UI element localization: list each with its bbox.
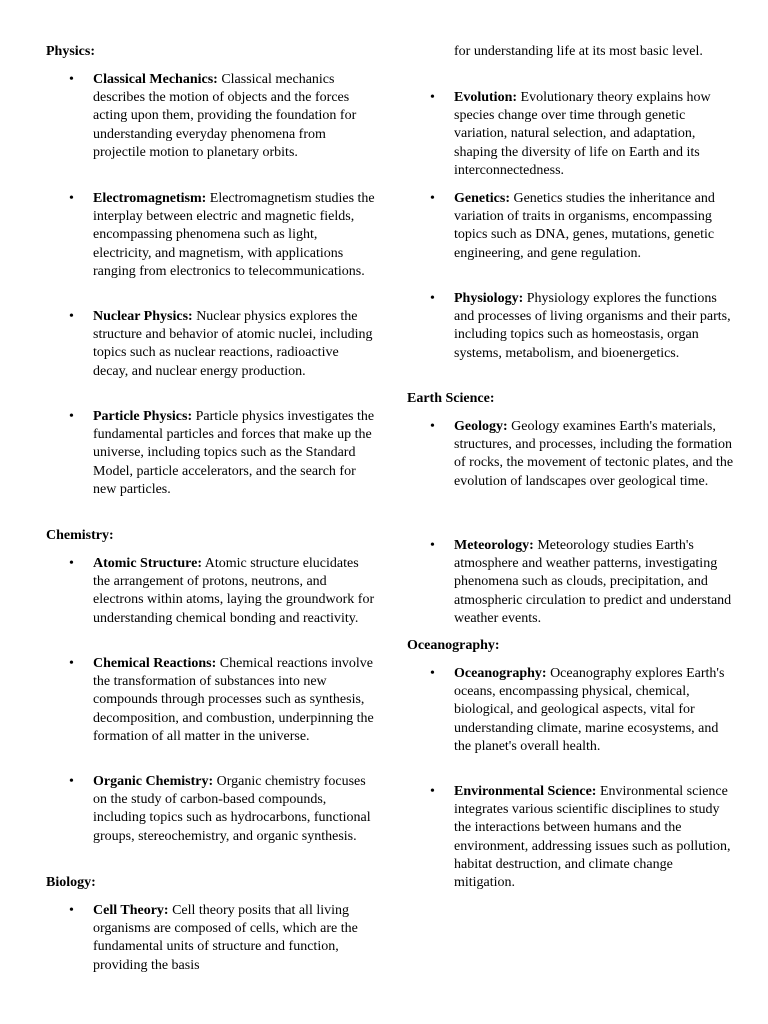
list-item-physiology bbox=[430, 290, 737, 363]
physics-heading: Physics: bbox=[46, 44, 95, 59]
item-text: Cell theory posits that all living organisms are composed of cells, which are the fundamental units of structure and function, providing the basis bbox=[93, 903, 358, 973]
term: Organic Chemistry: bbox=[93, 774, 214, 789]
chemistry-heading: Chemistry: bbox=[46, 528, 114, 543]
list-item-cell-theory bbox=[69, 902, 376, 975]
bullet-icon: • bbox=[69, 774, 74, 789]
bullet-icon: • bbox=[430, 90, 435, 105]
list-item-chemical-reactions bbox=[69, 655, 376, 746]
bullet-icon: • bbox=[69, 656, 74, 671]
list-item-particle-physics bbox=[69, 408, 376, 499]
bullet-icon: • bbox=[69, 72, 74, 87]
term: Chemical Reactions: bbox=[93, 656, 217, 671]
bullet-icon: • bbox=[430, 784, 435, 799]
term: Cell Theory: bbox=[93, 903, 169, 918]
item-text: Electromagnetism studies the interplay between electric and magnetic fields, encompassing phenomena such as light, electricity, and magnetism, with applications ranging from electronics to telecommunications. bbox=[93, 191, 375, 279]
oceanography-heading: Oceanography: bbox=[407, 638, 500, 653]
bullet-icon: • bbox=[430, 666, 435, 681]
item-text: Oceanography explores Earth's oceans, encompassing physical, chemical, biological, and geological aspects, vital for understanding climate, marine ecosystems, and the planet's overall health. bbox=[454, 666, 725, 754]
list-item-atomic-structure bbox=[69, 555, 376, 628]
item-text: Classical mechanics describes the motion of objects and the forces acting upon them, providing the foundation for understanding everyday phenomena from projectile motion to planetary orbits. bbox=[93, 72, 357, 160]
item-text: Evolutionary theory explains how species change over time through genetic variation, natural selection, and adaptation, shaping the diversity of life on Earth and its interconnectedness. bbox=[454, 90, 711, 178]
bullet-icon: • bbox=[430, 538, 435, 553]
term: Electromagnetism: bbox=[93, 191, 207, 206]
item-text: Particle physics investigates the fundamental particles and forces that make up the universe, including topics such as the Standard Model, particle accelerators, and the search for new particles. bbox=[93, 409, 375, 497]
item-text: Genetics studies the inheritance and variation of traits in organisms, encompassing topics such as DNA, genes, mutations, genetic engineering, and gene regulation. bbox=[454, 191, 715, 261]
list-item-evolution bbox=[430, 89, 737, 180]
term: Environmental Science: bbox=[454, 784, 597, 799]
biology-heading: Biology: bbox=[46, 875, 96, 890]
bullet-icon: • bbox=[69, 309, 74, 324]
list-item-nuclear-physics bbox=[69, 308, 376, 381]
item-text: Geology examines Earth's materials, structures, and processes, including the formation of rocks, the movement of tectonic plates, and the evolution of landscapes over geological time. bbox=[454, 419, 734, 489]
list-item-genetics bbox=[430, 190, 737, 263]
term: Meteorology: bbox=[454, 538, 534, 553]
term: Nuclear Physics: bbox=[93, 309, 193, 324]
list-item-organic-chemistry bbox=[69, 773, 376, 846]
list-item-oceanography bbox=[430, 665, 737, 756]
item-text: Atomic structure elucidates the arrangement of protons, neutrons, and electrons within atoms, laying the groundwork for understanding chemical bonding and reactivity. bbox=[93, 556, 375, 626]
term: Evolution: bbox=[454, 90, 518, 105]
item-text: Chemical reactions involve the transformation of substances into new compounds through processes such as synthesis, decomposition, and combustion, underpinning the formation of all matter in the universe. bbox=[93, 656, 374, 744]
list-item-electromagnetism bbox=[69, 190, 376, 281]
list-item-environmental-science bbox=[430, 783, 737, 892]
bullet-icon: • bbox=[69, 556, 74, 571]
term: Atomic Structure: bbox=[93, 556, 202, 571]
term: Physiology: bbox=[454, 291, 524, 306]
bullet-icon: • bbox=[430, 191, 435, 206]
bullet-icon: • bbox=[430, 291, 435, 306]
bullet-icon: • bbox=[69, 191, 74, 206]
term: Classical Mechanics: bbox=[93, 72, 218, 87]
item-text: Nuclear physics explores the structure and behavior of atomic nuclei, including topics such as nuclear reactions, radioactive decay, and nuclear energy production. bbox=[93, 309, 373, 379]
term: Genetics: bbox=[454, 191, 510, 206]
term: Oceanography: bbox=[454, 666, 547, 681]
term: Particle Physics: bbox=[93, 409, 193, 424]
item-text: Meteorology studies Earth's atmosphere and weather patterns, investigating phenomena such as clouds, precipitation, and atmospheric circulation to predict and understand weather events. bbox=[454, 538, 732, 626]
item-text: Environmental science integrates various scientific disciplines to study the interactions between humans and the environment, addressing issues such as pollution, habitat destruction, and climate change mitigation. bbox=[454, 784, 731, 891]
term: Geology: bbox=[454, 419, 508, 434]
list-item-meteorology bbox=[430, 537, 737, 628]
list-item-classical-mechanics bbox=[69, 71, 376, 162]
bullet-icon: • bbox=[69, 903, 74, 918]
bullet-icon: • bbox=[430, 419, 435, 434]
item-text: Physiology explores the functions and processes of living organisms and their parts, including topics such as homeostasis, organ systems, metabolism, and bioenergetics. bbox=[454, 291, 731, 361]
continued-text: for understanding life at its most basic level. bbox=[454, 44, 703, 59]
bullet-icon: • bbox=[69, 409, 74, 424]
list-item-geology bbox=[430, 418, 737, 491]
item-text: Organic chemistry focuses on the study of carbon-based compounds, including topics such as hydrocarbons, functional groups, stereochemistry, and organic synthesis. bbox=[93, 774, 371, 844]
earth-science-heading: Earth Science: bbox=[407, 391, 495, 406]
